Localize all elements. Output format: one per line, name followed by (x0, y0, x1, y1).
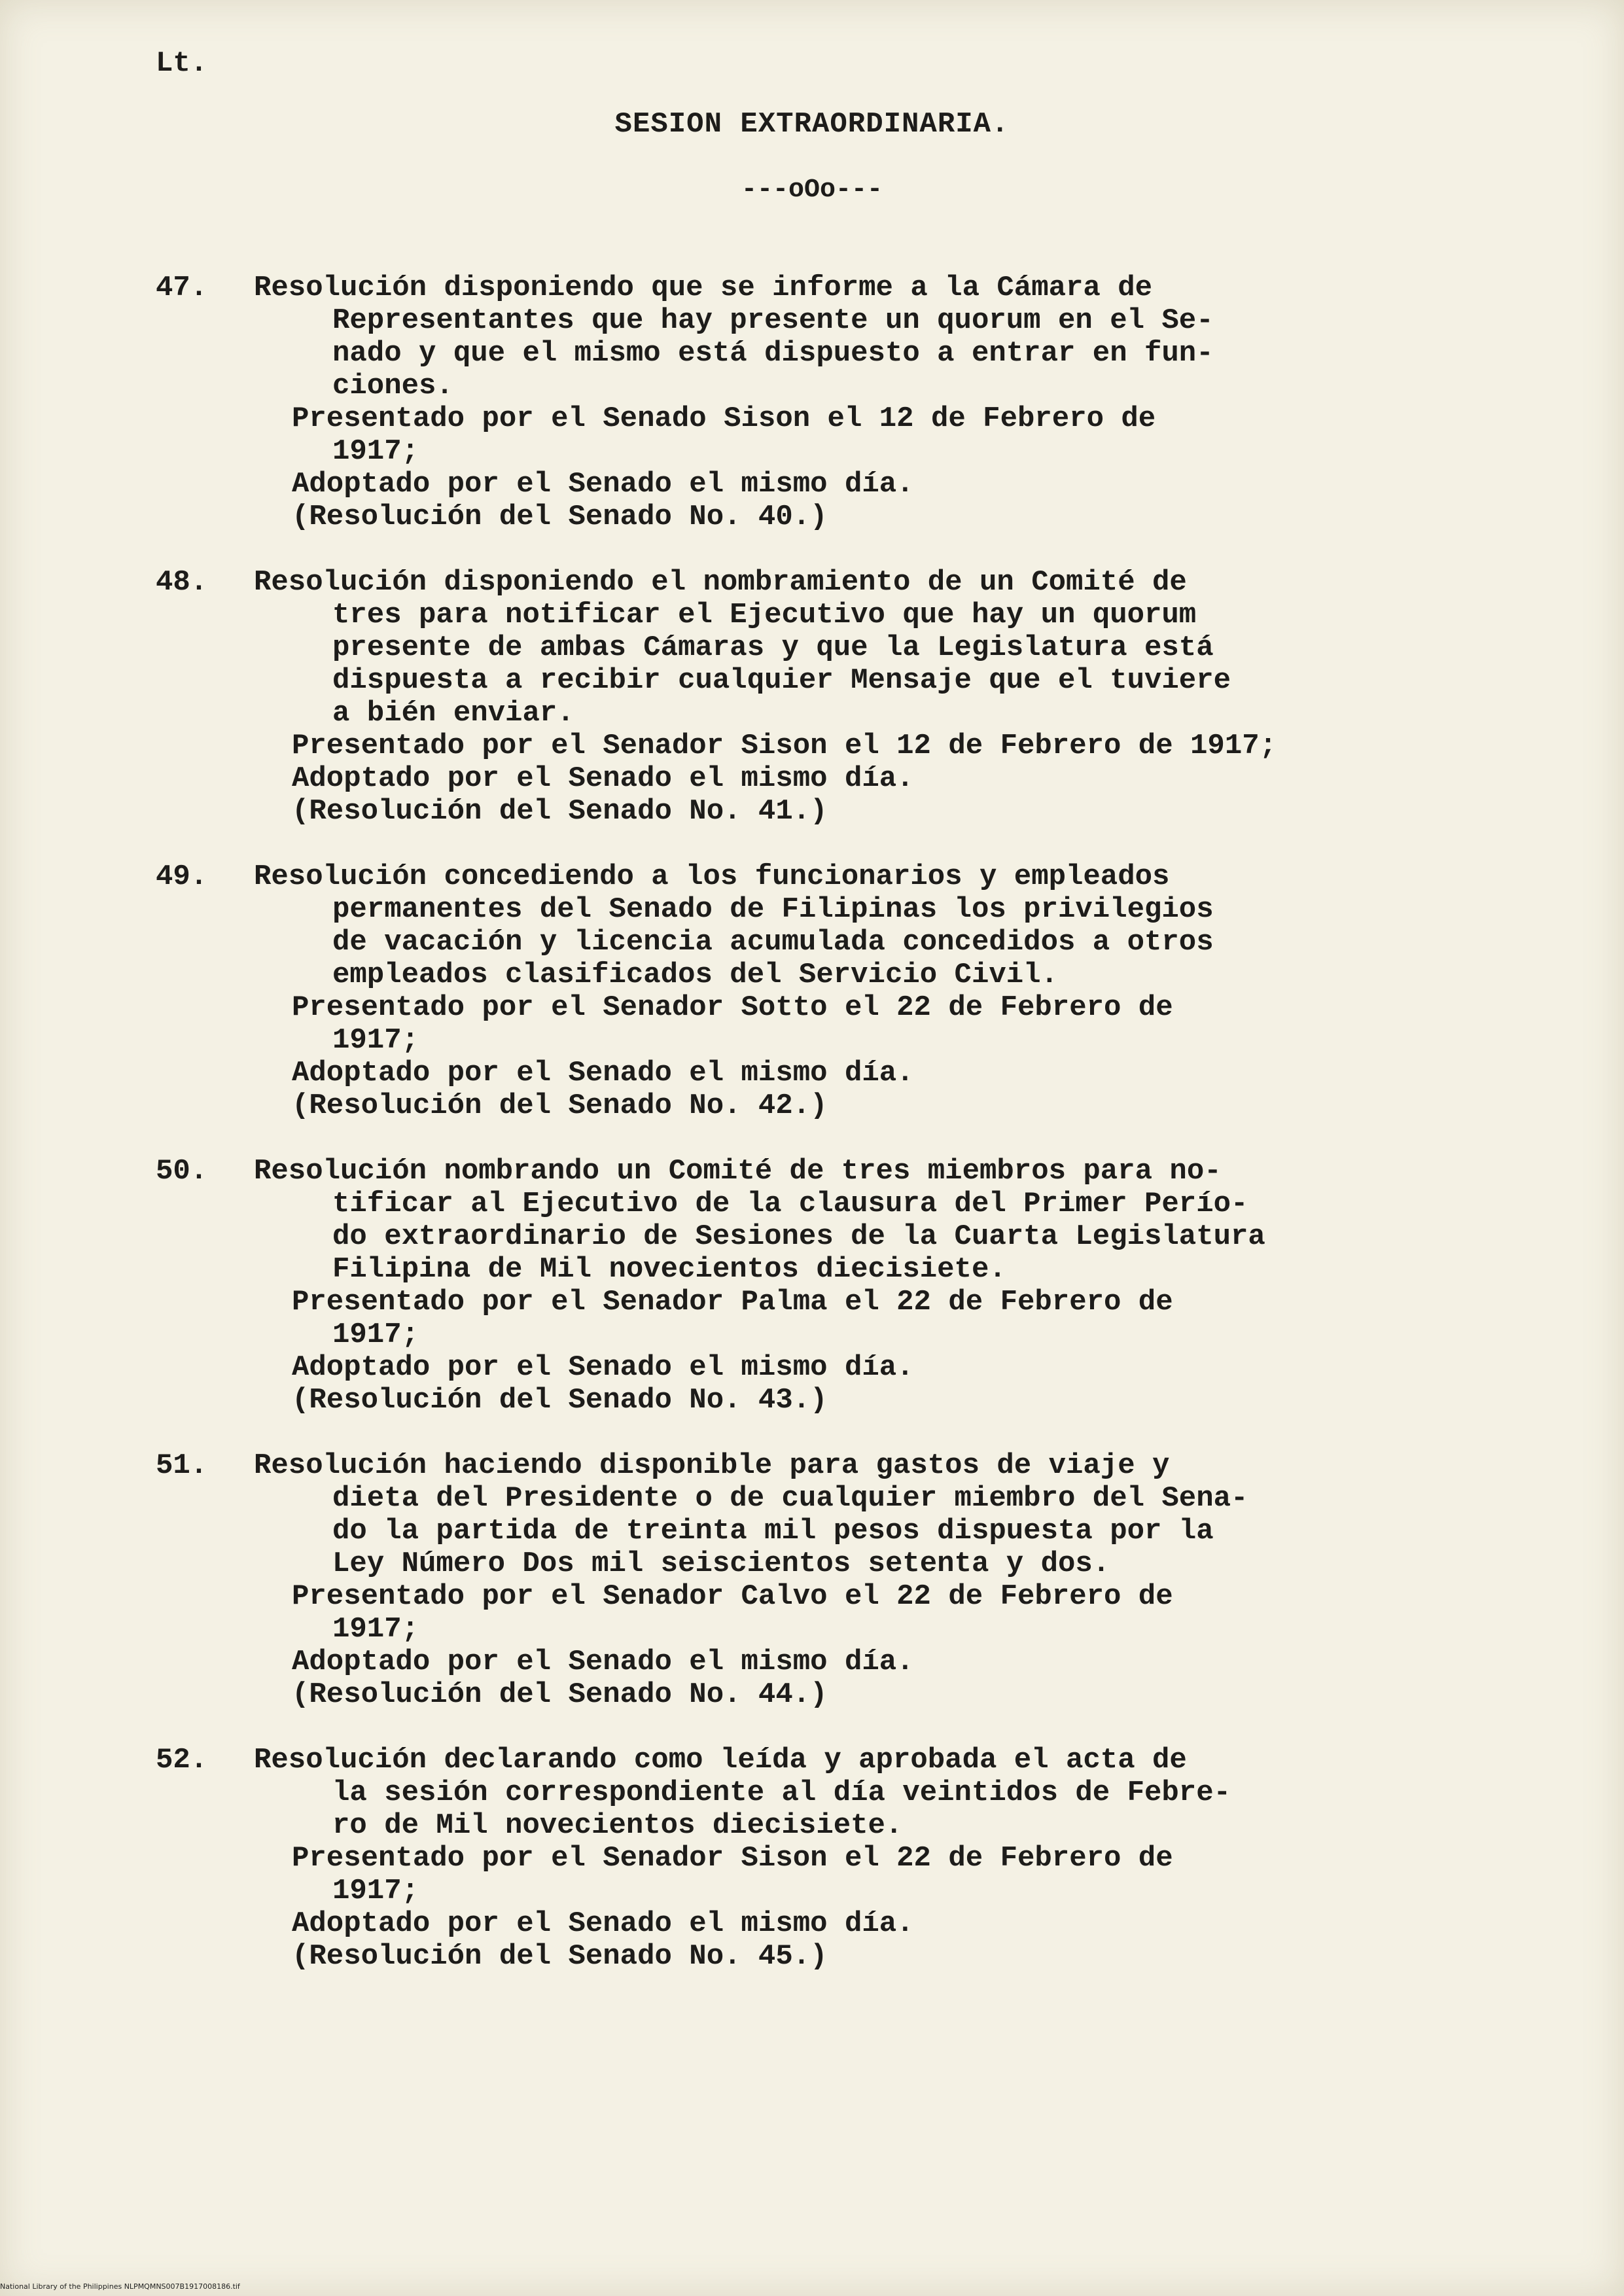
entry-number: 47. (156, 272, 208, 304)
entry-line: Adoptado por el Senado el mismo día. (292, 1907, 914, 1940)
entry-line: Filipina de Mil novecientos diecisiete. (332, 1253, 1006, 1286)
entry-line: (Resolución del Senado No. 40.) (292, 501, 828, 533)
entry-line: ciones. (332, 370, 453, 402)
entry-line: (Resolución del Senado No. 42.) (292, 1089, 828, 1122)
entry-line: permanentes del Senado de Filipinas los privilegios (332, 893, 1214, 926)
entry-line: presente de ambas Cámaras y que la Legislatura está (332, 631, 1214, 664)
entry-line: 1917; (332, 1875, 419, 1907)
entry-line: tificar al Ejecutivo de la clausura del Primer Perío- (332, 1188, 1248, 1220)
entry-line: 1917; (332, 1024, 419, 1057)
entry-number: 50. (156, 1155, 208, 1188)
entry-line: 1917; (332, 435, 419, 468)
entry-line: empleados clasificados del Servicio Civil. (332, 959, 1058, 991)
entry-line: (Resolución del Senado No. 43.) (292, 1384, 828, 1417)
entry-line: Resolución haciendo disponible para gastos de viaje y (254, 1449, 1170, 1482)
entry-number: 51. (156, 1449, 208, 1482)
document-title: SESION EXTRAORDINARIA. (614, 108, 1010, 141)
entry-line: (Resolución del Senado No. 41.) (292, 795, 828, 828)
entry-line: Adoptado por el Senado el mismo día. (292, 762, 914, 795)
entry-line: Adoptado por el Senado el mismo día. (292, 1646, 914, 1678)
entry-line: la sesión correspondiente al día veintidos de Febre- (332, 1776, 1231, 1809)
entry-line: do extraordinario de Sesiones de la Cuarta Legislatura (332, 1220, 1265, 1253)
entry-line: Resolución nombrando un Comité de tres miembros para no- (254, 1155, 1222, 1188)
entry-line: Adoptado por el Senado el mismo día. (292, 468, 914, 501)
entry-line: tres para notificar el Ejecutivo que hay un quorum (332, 599, 1197, 631)
entry-line: Presentado por el Senador Calvo el 22 de Febrero de (292, 1580, 1173, 1613)
entry-line: Resolución concediendo a los funcionarios y empleados (254, 860, 1170, 893)
entry-number: 48. (156, 566, 208, 599)
entry-number: 49. (156, 860, 208, 893)
entry-line: 1917; (332, 1613, 419, 1646)
entry-line: Resolución declarando como leída y aprobada el acta de (254, 1744, 1187, 1776)
header-mark: Lt. (156, 47, 208, 80)
entry-line: Ley Número Dos mil seiscientos setenta y dos. (332, 1547, 1110, 1580)
entry-line: de vacación y licencia acumulada concedidos a otros (332, 926, 1214, 959)
entry-line: Resolución disponiendo el nombramiento de un Comité de (254, 566, 1187, 599)
entry-line: do la partida de treinta mil pesos dispuesta por la (332, 1515, 1214, 1547)
entry-line: Presentado por el Senador Sotto el 22 de Febrero de (292, 991, 1173, 1024)
entry-line: (Resolución del Senado No. 45.) (292, 1940, 828, 1973)
entry-line: 1917; (332, 1318, 419, 1351)
entry-line: Resolución disponiendo que se informe a la Cámara de (254, 272, 1153, 304)
entry-line: a bién enviar. (332, 697, 574, 730)
entry-line: Presentado por el Senador Sison el 12 de Febrero de 1917; (292, 730, 1277, 762)
entry-line: dispuesta a recibir cualquier Mensaje que el tuviere (332, 664, 1231, 697)
entry-line: Representantes que hay presente un quorum en el Se- (332, 304, 1214, 337)
entry-line: Adoptado por el Senado el mismo día. (292, 1351, 914, 1384)
scan-footer-note: National Library of the Philippines NLPMQMNS007B1917008186.tif (0, 2282, 240, 2291)
title-divider: ---oOo--- (741, 175, 883, 205)
entry-line: ro de Mil novecientos diecisiete. (332, 1809, 903, 1842)
entry-number: 52. (156, 1744, 208, 1776)
entry-line: dieta del Presidente o de cualquier miembro del Sena- (332, 1482, 1248, 1515)
entry-line: Presentado por el Senado Sison el 12 de Febrero de (292, 402, 1156, 435)
entry-line: (Resolución del Senado No. 44.) (292, 1678, 828, 1711)
entry-line: Presentado por el Senador Palma el 22 de Febrero de (292, 1286, 1173, 1318)
entry-line: nado y que el mismo está dispuesto a entrar en fun- (332, 337, 1214, 370)
entry-line: Presentado por el Senador Sison el 22 de Febrero de (292, 1842, 1173, 1875)
entry-line: Adoptado por el Senado el mismo día. (292, 1057, 914, 1089)
